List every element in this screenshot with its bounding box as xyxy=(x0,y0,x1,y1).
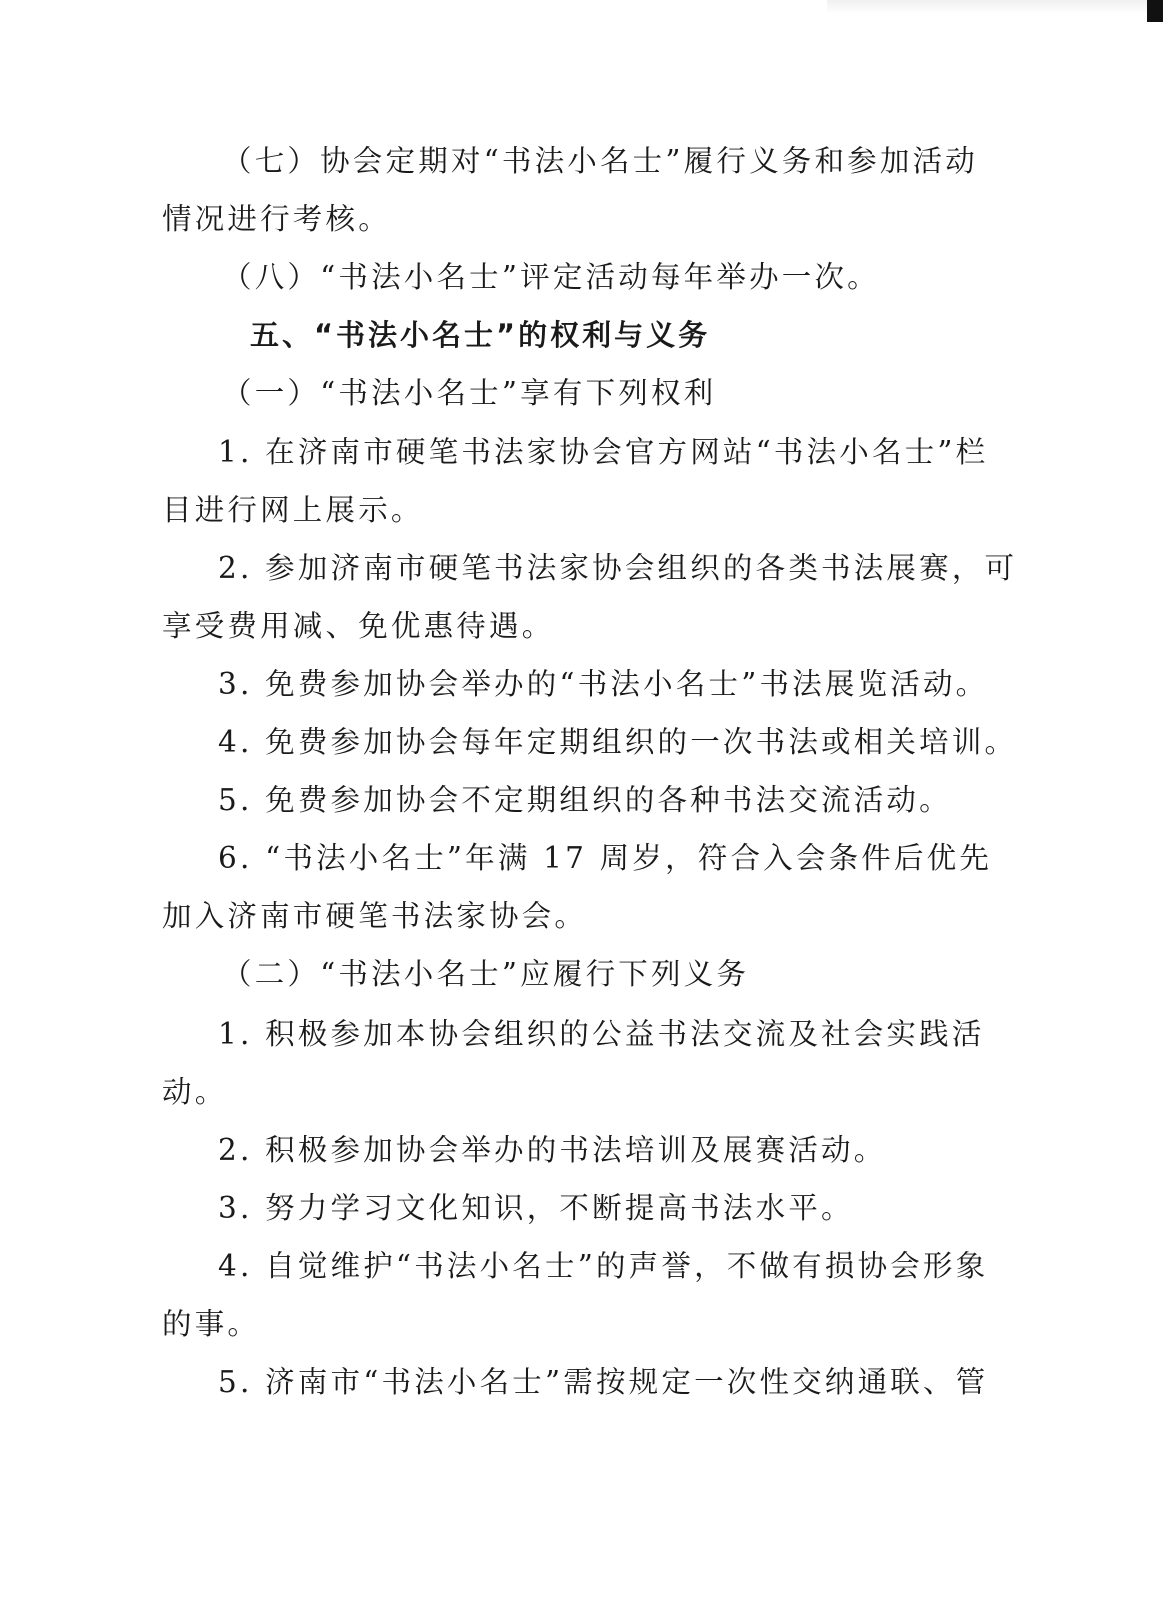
section-heading: 五、“书法小名士”的权利与义务 xyxy=(250,318,711,352)
subsection-heading: （二）“书法小名士”应履行下列义务 xyxy=(222,957,750,991)
list-item: 5. 济南市“书法小名士”需按规定一次性交纳通联、管 xyxy=(218,1365,989,1399)
paragraph-line: 目进行网上展示。 xyxy=(162,493,424,527)
scan-edge-shadow xyxy=(827,0,1147,14)
list-item: 3. 努力学习文化知识，不断提高书法水平。 xyxy=(218,1191,854,1225)
paragraph-line: 加入济南市硬笔书法家协会。 xyxy=(162,899,588,933)
paragraph-line: 的事。 xyxy=(162,1307,261,1341)
paragraph-line: 情况进行考核。 xyxy=(162,202,391,236)
paragraph-line: （八）“书法小名士”评定活动每年举办一次。 xyxy=(222,260,880,294)
paragraph-line: （七）协会定期对“书法小名士”履行义务和参加活动 xyxy=(222,144,978,178)
list-item: 1. 积极参加本协会组织的公益书法交流及社会实践活 xyxy=(218,1017,985,1051)
list-item: 6. “书法小名士”年满 17 周岁，符合入会条件后优先 xyxy=(218,841,993,875)
list-item: 4. 自觉维护“书法小名士”的声誉，不做有损协会形象 xyxy=(218,1249,989,1283)
list-item: 3. 免费参加协会举办的“书法小名士”书法展览活动。 xyxy=(218,667,989,701)
scan-corner-mark xyxy=(1147,0,1163,22)
paragraph-line: 动。 xyxy=(162,1075,228,1109)
list-item: 1. 在济南市硬笔书法家协会官方网站“书法小名士”栏 xyxy=(218,435,989,469)
list-item: 2. 参加济南市硬笔书法家协会组织的各类书法展赛，可 xyxy=(218,551,1018,585)
list-item: 4. 免费参加协会每年定期组织的一次书法或相关培训。 xyxy=(218,725,1018,759)
list-item: 5. 免费参加协会不定期组织的各种书法交流活动。 xyxy=(218,783,952,817)
list-item: 2. 积极参加协会举办的书法培训及展赛活动。 xyxy=(218,1133,887,1167)
paragraph-line: 享受费用减、免优惠待遇。 xyxy=(162,609,555,643)
subsection-heading: （一）“书法小名士”享有下列权利 xyxy=(222,376,717,410)
